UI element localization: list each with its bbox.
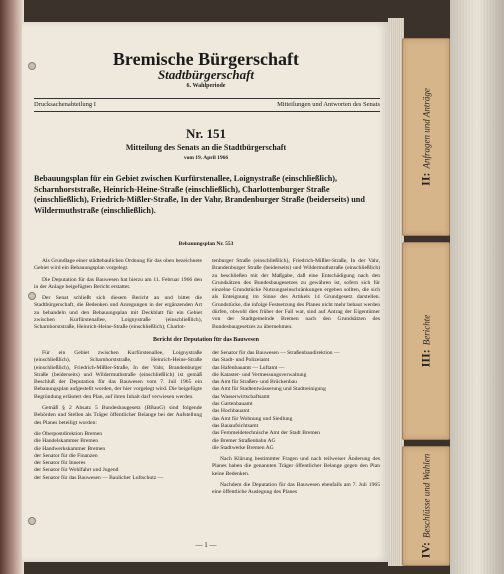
list-item: die Bremer Straßenbahn AG	[212, 437, 276, 444]
list-item: der Senator für Inneres	[34, 460, 86, 467]
list-item: das Hochbauamt	[212, 408, 250, 415]
bericht-right-column	[212, 350, 380, 501]
page-subtitle: Stadtbürgerschaft	[157, 67, 255, 82]
binder-spine-left	[0, 0, 24, 574]
tab-anfragen[interactable]	[402, 38, 450, 236]
bplan-title: Bebauungsplan für ein Gebiet zwischen Kurfürstenallee, Loignystraße (einschließlich), Scharnhorststraße, Heinrich-Heine-Straße (einschließlich), Charlottenburger Straße (einschließlich), Friedrich-Mißler-Straße, In der Vahr, Brandenburger Straße (beiderseits) und Wildermuthstraße (einschließlich).	[34, 174, 365, 215]
tab-numeral: III:	[418, 349, 433, 368]
list-item: die Handelskammer Bremen	[34, 438, 98, 445]
tab-label: Anfragen und Anträge	[421, 88, 432, 169]
tab-label: Beschlüsse und Wahlen	[421, 453, 432, 538]
divider	[34, 98, 380, 99]
intro-left-column	[34, 258, 202, 336]
list-item: das Amt für Wohnung und Siedlung	[212, 415, 293, 422]
list-item: das Stadt- und Polizeiamt	[212, 357, 270, 364]
bericht-heading: Bericht der Deputation für das Bauwesen	[153, 337, 259, 343]
list-item: die Oberpostdirektion Bremen	[34, 430, 103, 437]
list-item: das Fernmeldetechnische Amt der Stadt Bremen	[212, 430, 320, 437]
paragraph: Gemäß § 2 Absatz 5 Bundesbaugesetz (BBauG) sind folgende Behörden und Stellen als Träger öffentlicher Belange bei der Aufstellung des Planes beteiligt worden:	[34, 405, 202, 426]
tab-label: Berichte	[421, 314, 432, 346]
bplan-number: Bebauungsplan Nr. 553	[178, 241, 234, 247]
list-item: der Senator für die Finanzen	[34, 452, 98, 459]
punch-hole	[28, 517, 36, 525]
list-item: das Amt für Stadtentwässerung und Stadtreinigung	[212, 386, 326, 393]
tab-beschluesse[interactable]	[402, 446, 450, 566]
list-item: der Senator für Wohlfahrt und Jugend	[34, 467, 119, 474]
paragraph: tenburger Straße (einschließlich), Friedrich-Mißler-Straße, In der Vahr, Brandenburger Straße (beiderseits) und Wildermuthstraße (einschließlich) zu beschließen mit der Maßgabe, daß eine Entschädigung nach den Grundsätzen des Bundesbaugesetzes zu gewähren ist, sofern sich für einzelne Grundstücke Nutzungseinschränkungen ergeben sollten, die sich als Enteignung im Sinne des Artikels 14 Grundgesetz darstellen. Grundstücke, die infolge Festsetzung des Planes nicht mehr bebaut werden dürfen, obwohl dies früher der Fall war, sind auf Antrag der Eigentümer von der Stadtgemeinde Bremen nach den Grundsätzen des Bundesbaugesetzes zu übernehmen.	[212, 258, 380, 330]
paragraph: Der Senat schließt sich diesem Bericht an und bittet die Stadtbürgerschaft, die Bedenken und Anregungen in der ergänzenden Art zu behandeln und den Bebauungsplan mit Deckblatt für ein Gebiet zwischen Kurfürstenallee, Loignystraße (einschließlich), Scharnhorststraße, Heinrich-Heine-Straße (einschließlich), Charlot-	[34, 295, 202, 331]
list-item: der Senator für das Bauwesen — Straßenbaudirektion —	[212, 350, 340, 356]
bericht-left-column	[34, 350, 202, 482]
paragraph: Nachdem die Deputation für das Bauwesen ebenfalls am 7. Juli 1965 eine öffentliche Auslegung des Planes	[212, 482, 380, 496]
list-item: das Gartenbauamt	[212, 401, 253, 408]
list-item: das Wasserwirtschaftsamt	[212, 393, 270, 400]
page-title: Bremische Bürgerschaft	[112, 49, 300, 69]
tab-berichte[interactable]	[402, 242, 450, 440]
divider-tabs	[402, 28, 450, 568]
list-item: der Senator für das Bauwesen — Baulicher Luftschutz —	[34, 474, 164, 481]
intro-right-column	[212, 258, 380, 335]
list-item: die Handwerkskammer Bremen	[34, 445, 106, 452]
document-heading: Mitteilung des Senats an die Stadtbürgerschaft	[125, 143, 287, 152]
page-number: — 1 —	[195, 541, 217, 549]
paragraph: Als Grundlage einer städtebaulichen Ordnung für das oben bezeichnete Gebiet wird ein Bebauungsplan vorgelegt.	[34, 258, 202, 272]
document-date: vom 19. April 1966	[183, 155, 229, 161]
paragraph: Die Deputation für das Bauwesen hat hierzu am 11. Februar 1966 den in der Anlage beigefügten Bericht erstattet.	[34, 276, 202, 290]
list-item: das Hafenbauamt — Luftamt —	[212, 364, 285, 371]
paragraph: Nach Klärung bestimmter Fragen und nach teilweiser Änderung des Planes haben die genannten Träger öffentlicher Belange gegen den Plan keine Bedenken.	[212, 456, 380, 477]
paragraph: Für ein Gebiet zwischen Kurfürstenallee, Loignystraße (einschließlich), Scharnhorststraße, Heinrich-Heine-Straße (einschließlich), Friedrich-Mißler-Straße, In der Vahr, Brandenburger Straße (beiderseits) und Wildermuthstraße (einschließlich) ist gemäß Beschluß der Deputation für das Bauwesen vom 7. Juli 1965 ein Bebauungsplan aufgestellt worden, der hier vorgelegt wird. Die beigefügte Begründung erläutert den Plan, auf ihren Inhalt darf verwiesen werden.	[34, 350, 202, 400]
list-item: das Amt für Straßen- und Brückenbau	[212, 379, 297, 386]
tab-numeral: II:	[418, 172, 433, 186]
document-page	[22, 22, 390, 562]
binder-spine-texture	[450, 0, 504, 574]
drucksache-label: Drucksachenabteilung I	[34, 101, 96, 108]
section-label: Mitteilungen und Antworten des Senats	[277, 101, 380, 108]
list-item: die Kataster- und Vermessungsverwaltung	[212, 371, 307, 378]
divider	[34, 111, 380, 112]
list-item: die Stadtwerke Bremen AG	[212, 444, 274, 451]
list-item: das Bauaufsichtsamt	[212, 422, 259, 429]
tab-numeral: IV:	[418, 541, 433, 559]
period: 6. Wahlperiode	[186, 83, 226, 89]
document-number: Nr. 151	[186, 126, 226, 141]
